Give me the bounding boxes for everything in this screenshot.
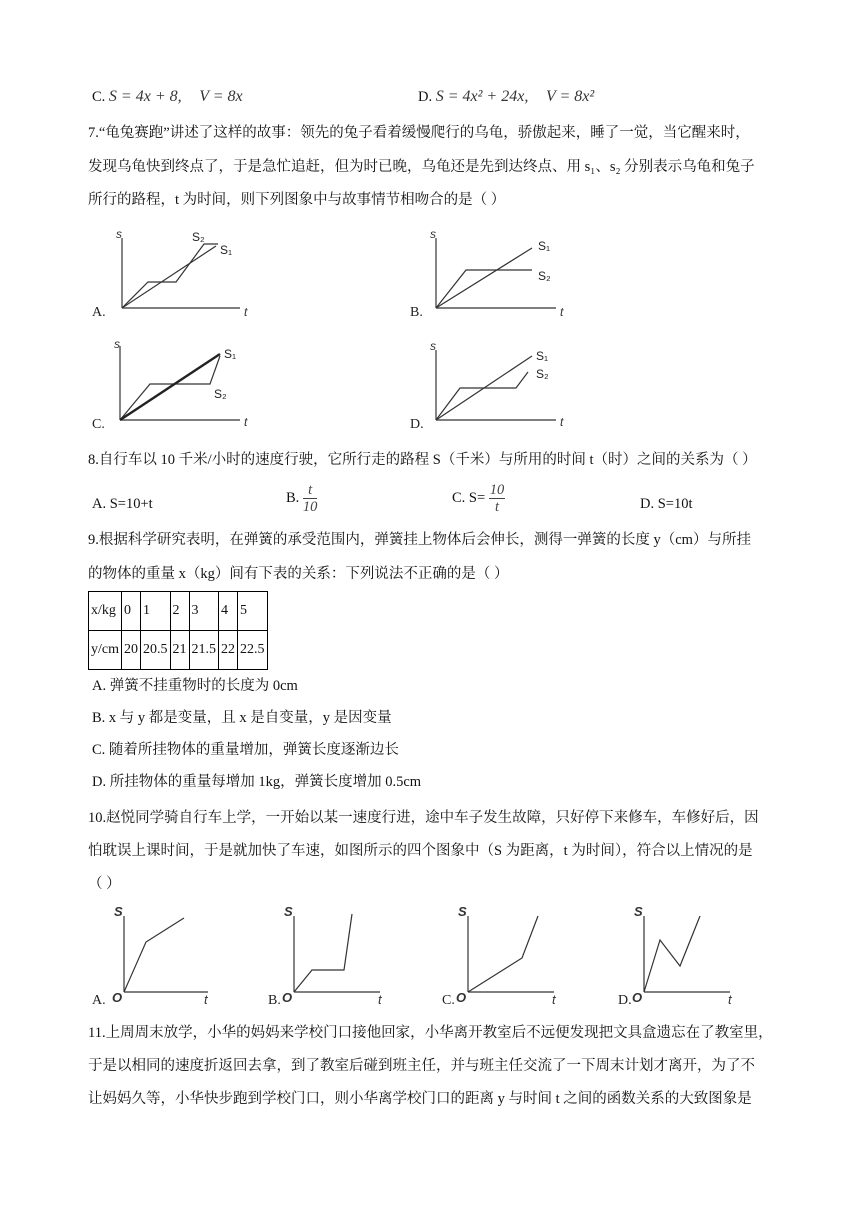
- q8-option-d: D. S=10t: [640, 496, 693, 512]
- q10-graph-c-x-label: t: [552, 992, 556, 1007]
- q7-graph-d-y-label: s: [430, 339, 436, 353]
- table-cell: 21.5: [189, 631, 219, 670]
- q7-graph-b-s2-label: S₂: [538, 269, 551, 283]
- table-cell: 22: [219, 631, 238, 670]
- q10-graph-d-line: [644, 916, 700, 992]
- q7-graph-b-y-label: s: [430, 227, 436, 241]
- q6-option-d-formula: S = 4x² + 24x,: [435, 88, 529, 105]
- q8-option-b-numerator: t: [303, 482, 318, 499]
- q7-graph-d-s2-line: [436, 372, 528, 420]
- q6-option-c-formula: S = 4x + 8,: [108, 88, 182, 105]
- q7-text-line-2: 发现乌龟快到终点了，于是急忙追赶，但为时已晚，乌龟还是先到达终点、用 s₁、s₂ 分别表示乌龟和兔子: [88, 159, 755, 175]
- q8-option-c-fraction: [489, 482, 506, 515]
- q6-option-d-formula2: V = 8x²: [545, 88, 595, 105]
- q10-graph-a-origin: O: [112, 990, 123, 1005]
- q10-graph-c-line: [468, 916, 538, 992]
- table-cell: 0: [122, 592, 141, 631]
- q7-graph-a-s1-label: S₁: [220, 243, 233, 257]
- q7-graph-d: [408, 336, 588, 436]
- q10-graph-b-line: [294, 914, 352, 992]
- table-cell: y/cm: [89, 631, 122, 670]
- q11-text-line-1: 11.上周周末放学，小华的妈妈来学校门口接他回家，小华离开教室后不远便发现把文具盒遗忘在了教室里，: [88, 1025, 773, 1041]
- q7-graph-c: [90, 336, 270, 436]
- q10-graph-c-origin: O: [456, 990, 467, 1005]
- q8-option-b-denominator: 10: [302, 499, 318, 515]
- q10-graph-b-option-label: B.: [268, 993, 281, 1008]
- table-cell: 20.5: [141, 631, 171, 670]
- q7-graph-a-s1-line: [122, 246, 216, 308]
- q10-graph-d-option-label: D.: [618, 993, 632, 1008]
- q10-graph-a-option-label: A.: [92, 993, 106, 1008]
- q11-text-line-2: 于是以相同的速度折返回去拿，到了教室后碰到班主任，并与班主任交流了一下周末计划才离开，为了不: [88, 1058, 755, 1074]
- q6-option-c-formula2: V = 8x: [199, 88, 243, 105]
- q8-option-c: [452, 482, 505, 515]
- q10-graph-b-origin: O: [282, 990, 293, 1005]
- table-cell: 3: [189, 592, 219, 631]
- q9-option-b: B. x 与 y 都是变量，且 x 是自变量，y 是因变量: [92, 710, 392, 726]
- q9-option-c: C. 随着所挂物体的重量增加，弹簧长度逐渐边长: [92, 742, 399, 758]
- q7-graph-b-option-label: B.: [410, 305, 423, 320]
- q8-option-c-label: C. S=: [452, 489, 486, 506]
- table-cell: 4: [219, 592, 238, 631]
- q10-graph-d: [616, 898, 756, 1010]
- q8-option-b-fraction: [303, 482, 318, 515]
- table-row: [89, 631, 268, 670]
- q10-graph-a-line: [124, 918, 184, 992]
- table-cell: 2: [170, 592, 189, 631]
- q10-graph-c: [440, 898, 580, 1010]
- q7-graph-d-option-label: D.: [410, 417, 424, 432]
- table-cell: x/kg: [89, 592, 122, 631]
- q8-text-line-1: 8.自行车以 10 千米/小时的速度行驶，它所行走的路程 S（千米）与所用的时间 t（时）之间的关系为（ ）: [88, 452, 757, 468]
- q7-graph-c-s2-label: S₂: [214, 387, 227, 401]
- q9-option-d: D. 所挂物体的重量每增加 1kg，弹簧长度增加 0.5cm: [92, 774, 422, 790]
- q9-text-line-2: 的物体的重量 x（kg）间有下表的关系：下列说法不正确的是（ ）: [88, 566, 509, 582]
- q6-option-c: [92, 88, 243, 106]
- q10-graph-d-origin: O: [632, 990, 643, 1005]
- q10-graph-b: [266, 898, 406, 1010]
- q9-option-a: A. 弹簧不挂重物时的长度为 0cm: [92, 678, 298, 694]
- q8-option-c-numerator: 10: [489, 482, 505, 498]
- q7-graph-c-option-label: C.: [92, 417, 105, 432]
- table-cell: 5: [238, 592, 268, 631]
- q6-option-d-label: D.: [418, 89, 433, 105]
- q10-graph-c-y-label: S: [458, 904, 467, 919]
- q7-graph-b-x-label: t: [560, 305, 564, 319]
- q10-graph-b-y-label: S: [284, 904, 293, 919]
- q7-graph-c-y-label: s: [114, 337, 120, 351]
- table-cell: 22.5: [238, 631, 268, 670]
- q10-text-line-3: （ ）: [88, 876, 121, 892]
- q7-graph-a: [90, 224, 270, 324]
- table-cell: 21: [170, 631, 189, 670]
- q10-graph-d-y-label: S: [634, 904, 643, 919]
- table-cell: 20: [122, 631, 141, 670]
- q7-text-line-1: 7.“龟兔赛跑”讲述了这样的故事：领先的兔子看着缓慢爬行的乌龟，骄傲起来，睡了一觉，当它醒来时，: [88, 125, 750, 141]
- q11-text-line-3: 让妈妈久等，小华快步跑到学校门口，则小华离学校门口的距离 y 与时间 t 之间的函数关系的大致图象是: [88, 1091, 752, 1107]
- q8-option-a: A. S=10+t: [92, 496, 153, 512]
- q7-graph-d-s1-label: S₁: [536, 349, 549, 363]
- q7-graph-a-s2-label: S₂: [192, 230, 205, 244]
- q7-graph-b: [408, 224, 588, 324]
- q7-graph-d-x-label: t: [560, 415, 564, 429]
- q7-graph-b-s1-line: [436, 248, 532, 308]
- q7-graph-c-x-label: t: [244, 415, 248, 429]
- q7-graph-b-s2-line: [436, 270, 532, 308]
- q7-graph-a-y-label: s: [116, 227, 122, 241]
- q10-graph-a-x-label: t: [204, 992, 208, 1007]
- q10-graph-d-x-label: t: [728, 992, 732, 1007]
- q7-graph-a-option-label: A.: [92, 305, 106, 320]
- q7-graph-c-s1-line: [120, 354, 220, 420]
- q7-graph-c-s1-label: S₁: [224, 347, 237, 361]
- q10-text-line-1: 10.赵悦同学骑自行车上学，一开始以某一速度行进，途中车子发生故障，只好停下来修车，车修好后，因: [88, 810, 759, 826]
- q10-graph-a: [90, 898, 230, 1010]
- table-cell: 1: [141, 592, 171, 631]
- q10-graph-a-y-label: S: [114, 904, 123, 919]
- q7-graph-a-x-label: t: [244, 305, 248, 319]
- q10-graph-b-x-label: t: [378, 992, 382, 1007]
- q8-option-c-denominator: t: [495, 499, 500, 515]
- q7-graph-b-s1-label: S₁: [538, 239, 551, 253]
- q6-option-c-label: C.: [92, 89, 106, 105]
- q7-graph-d-s1-line: [436, 356, 532, 420]
- q10-text-line-2: 怕耽误上课时间，于是就加快了车速，如图所示的四个图象中（S 为距离，t 为时间），符合以上情况的是: [88, 843, 753, 859]
- table-row: [89, 592, 268, 631]
- q8-option-b-label: B.: [286, 489, 300, 506]
- q6-option-d: [418, 88, 594, 106]
- q10-graph-c-option-label: C.: [442, 993, 455, 1008]
- q8-option-b: [286, 482, 317, 515]
- q9-data-table: [88, 591, 268, 670]
- q9-text-line-1: 9.根据科学研究表明，在弹簧的承受范围内，弹簧挂上物体后会伸长，测得一弹簧的长度 y（cm）与所挂: [88, 532, 751, 548]
- q7-text-line-3: 所行的路程，t 为时间，则下列图象中与故事情节相吻合的是（ ）: [88, 192, 506, 208]
- q7-graph-d-s2-label: S₂: [536, 367, 549, 381]
